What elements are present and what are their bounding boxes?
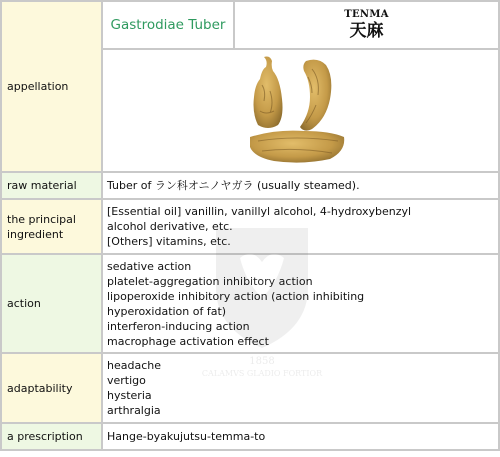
raw-material-label-cell xyxy=(2,173,101,198)
action-line: sedative action xyxy=(107,259,192,273)
ingredient-line: [Others] vitamins, etc. xyxy=(107,235,231,248)
action-line: lipoperoxide inhibitory action (action inhibiting xyxy=(107,289,365,303)
herb-photo-cell xyxy=(103,50,498,171)
japanese-name-roman: TENMA xyxy=(344,9,389,20)
japanese-name-kanji: 天麻 xyxy=(349,21,384,41)
ingredient-line: alcohol derivative, etc. xyxy=(107,220,233,233)
ingredient-line: [Essential oil] vanillin, vanillyl alcohol, 4-hydroxybenzyl xyxy=(107,205,412,218)
action-line: hyperoxidation of fat) xyxy=(107,304,227,318)
adaptability-line: vertigo xyxy=(107,374,146,387)
action-line: platelet-aggregation inhibitory action xyxy=(107,274,313,288)
appellation-label-cell xyxy=(2,2,101,171)
adaptability-label-cell xyxy=(2,354,101,422)
english-name: Gastrodiae Tuber xyxy=(110,17,226,33)
action-line: macrophage activation effect xyxy=(107,334,269,348)
adaptability-line: hysteria xyxy=(107,389,152,402)
action-value-cell xyxy=(103,255,498,352)
prescription-label-cell xyxy=(2,424,101,449)
action-label-cell xyxy=(2,255,101,352)
action-label: action xyxy=(7,297,41,310)
adaptability-value-cell xyxy=(103,354,498,422)
principal-ingredient-label-cell xyxy=(2,200,101,253)
japanese-name-cell xyxy=(235,2,498,48)
adaptability-label: adaptability xyxy=(7,381,73,395)
english-name-cell xyxy=(103,2,233,48)
adaptability-line: arthralgia xyxy=(107,404,161,417)
action-line: interferon-inducing action xyxy=(107,319,250,333)
raw-material-label: raw material xyxy=(7,179,77,192)
prescription-value: Hange-byakujutsu-temma-to xyxy=(107,430,266,443)
prescription-value-cell xyxy=(103,424,498,449)
raw-material-value: Tuber of ラン科オニノヤガラ (usually steamed). xyxy=(107,179,360,192)
appellation-label: appellation xyxy=(7,80,69,93)
adaptability-line: headache xyxy=(107,359,161,372)
raw-material-value-cell xyxy=(103,173,498,198)
principal-ingredient-label: the principal ingredient xyxy=(7,212,76,241)
principal-ingredient-value-cell xyxy=(103,200,498,253)
prescription-label: a prescription xyxy=(7,430,83,443)
gastrodia-tuber-image xyxy=(246,55,356,167)
